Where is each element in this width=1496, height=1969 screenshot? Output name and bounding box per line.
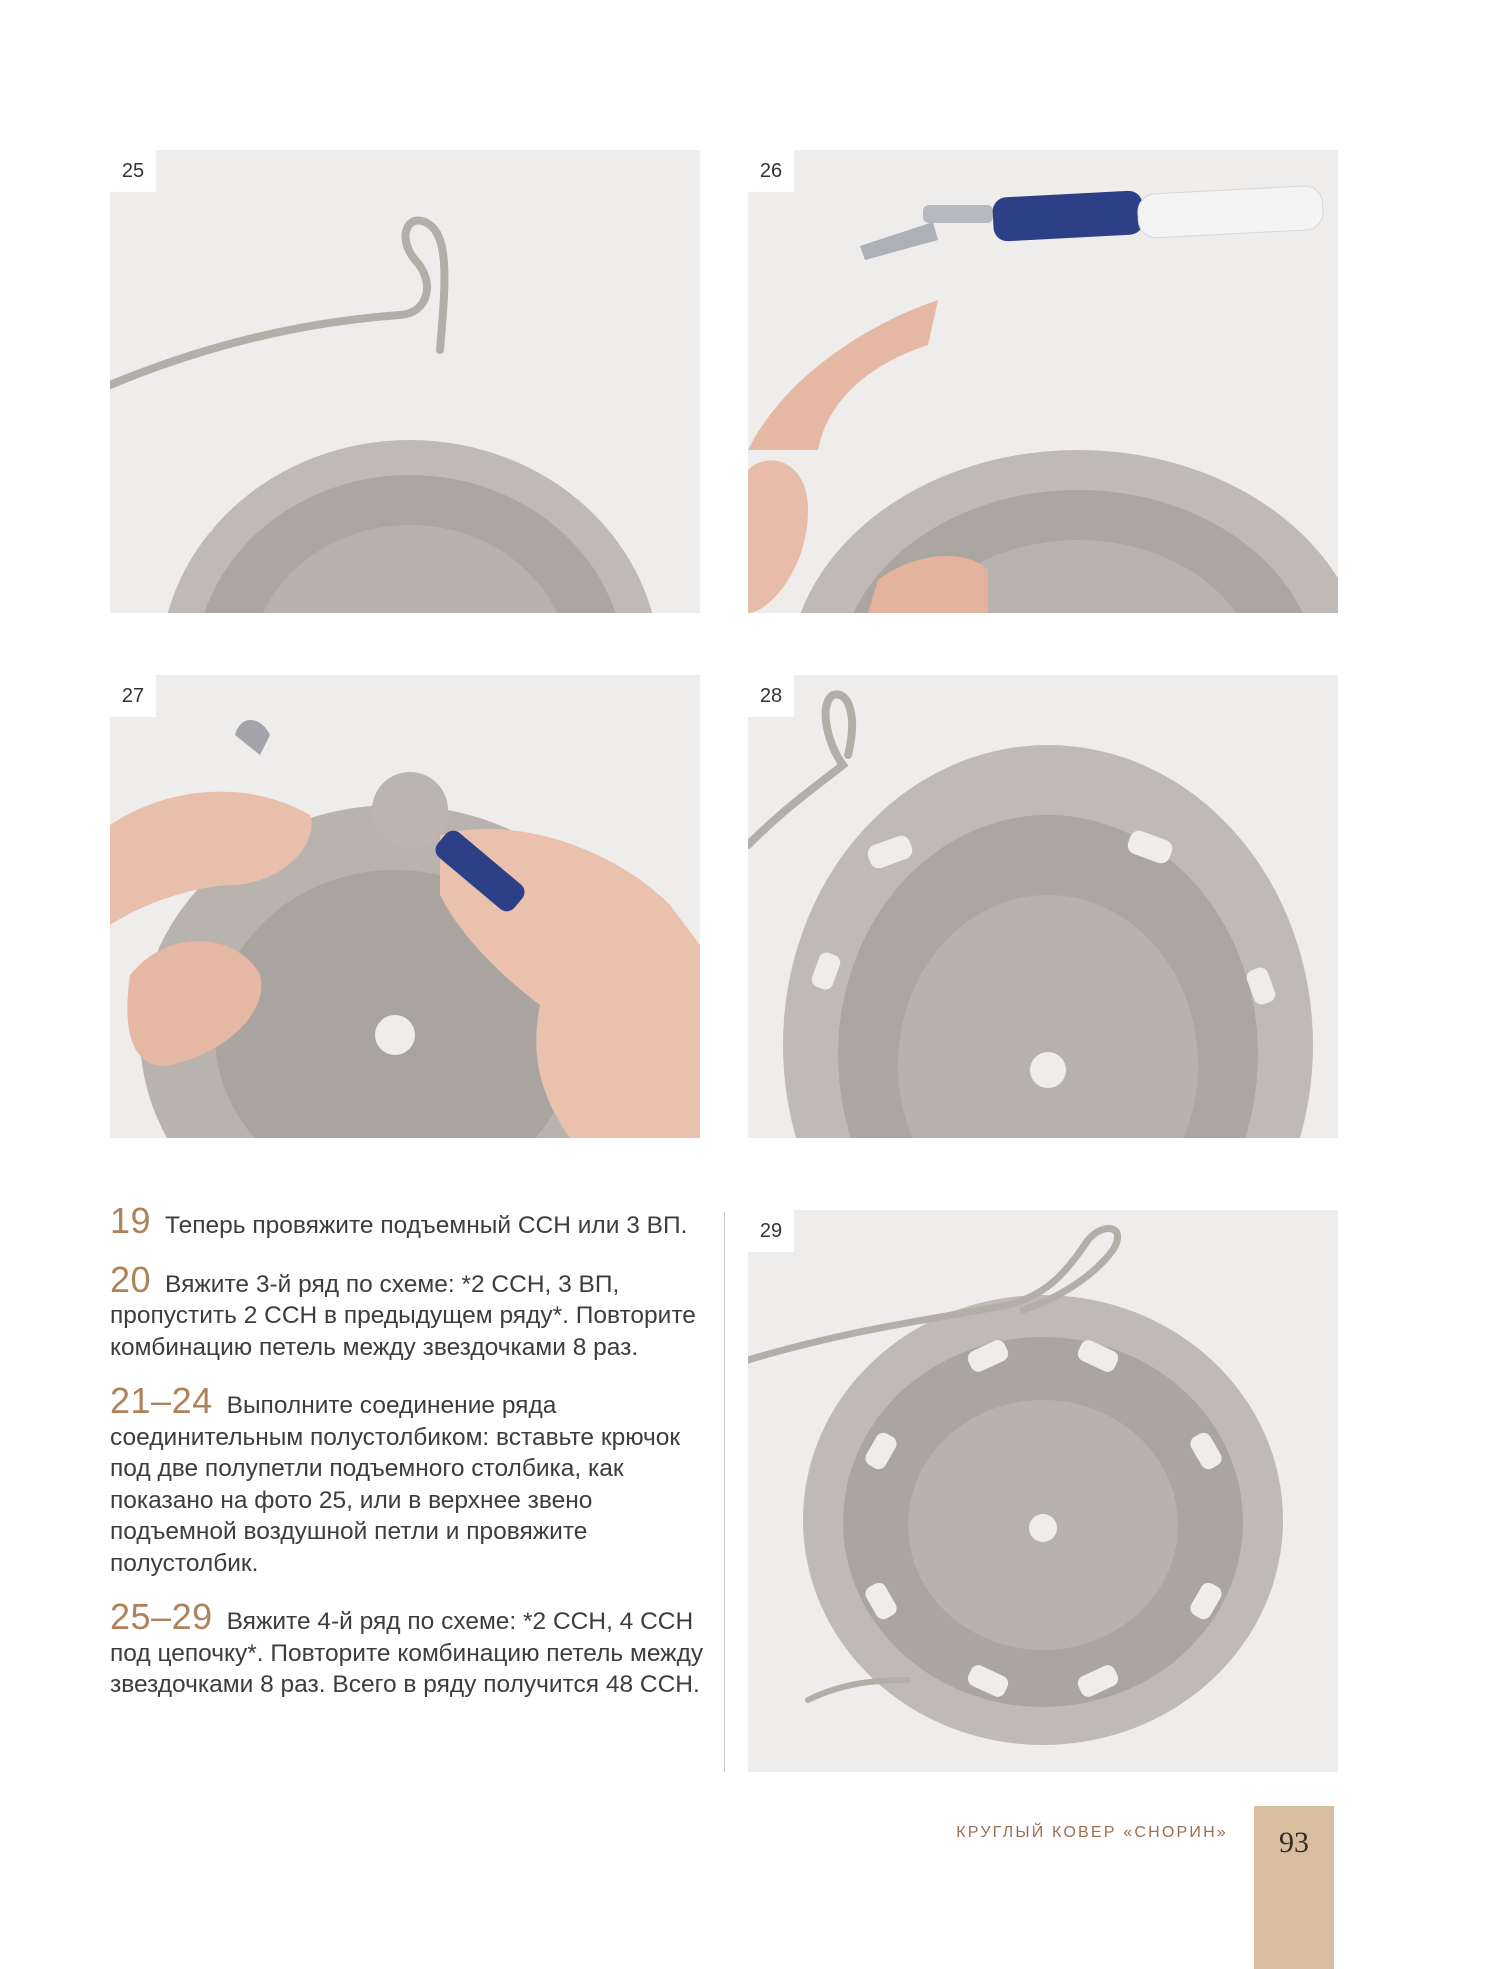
photo-number: 29 xyxy=(748,1210,794,1252)
crochet-hook-illustration-icon xyxy=(748,150,1338,613)
photo-29 xyxy=(748,1210,1338,1772)
step-text: Вяжите 4-й ряд по схеме: *2 ССН, 4 ССН под цепочку*. Повторите комбинацию петель между звездочками 8 раз. Всего в ряду получится 48 ССН. xyxy=(110,1608,704,1698)
page-number-tab xyxy=(1254,1806,1334,1969)
photo-number: 25 xyxy=(110,150,156,192)
photo-25 xyxy=(110,150,700,613)
step-text: Вяжите 3-й ряд по схеме: *2 ССН, 3 ВП, пропустить 2 ССН в предыдущем ряду*. Повторите комбинацию петель между звездочками 8 раз. xyxy=(110,1270,696,1361)
step-number: 21–24 xyxy=(110,1380,213,1421)
step-19 xyxy=(110,1200,710,1242)
step-25-29 xyxy=(110,1596,710,1701)
photo-number: 26 xyxy=(748,150,794,192)
photo-28 xyxy=(748,675,1338,1138)
step-number: 19 xyxy=(110,1200,152,1241)
crochet-illustration-icon xyxy=(110,150,700,613)
page-number: 93 xyxy=(1279,1826,1309,1859)
crochet-round-illustration-icon xyxy=(748,675,1338,1138)
instructions xyxy=(110,1200,710,1723)
column-divider xyxy=(724,1212,725,1772)
crochet-hands-illustration-icon xyxy=(110,675,700,1138)
photo-27 xyxy=(110,675,700,1138)
photo-number: 27 xyxy=(110,675,156,717)
step-number: 20 xyxy=(110,1258,152,1300)
step-21-24 xyxy=(110,1380,710,1579)
photo-26 xyxy=(748,150,1338,613)
step-number: 25–29 xyxy=(110,1596,213,1637)
step-text: Теперь провяжите подъемный ССН или 3 ВП. xyxy=(165,1212,688,1239)
step-20 xyxy=(110,1258,710,1364)
finished-round-illustration-icon xyxy=(748,1210,1338,1772)
photo-number: 28 xyxy=(748,675,794,717)
step-text: Выполните соединение ряда соединительным полустолбиком: вставьте крючок под две полупетли подъемного столбика, как показано на фото 25, или в верхнее звено подъемной воздушной петли и провяжите полустолбик. xyxy=(110,1392,681,1577)
running-footer-title: КРУГЛЫЙ КОВЕР «СНОРИН» xyxy=(956,1824,1228,1841)
